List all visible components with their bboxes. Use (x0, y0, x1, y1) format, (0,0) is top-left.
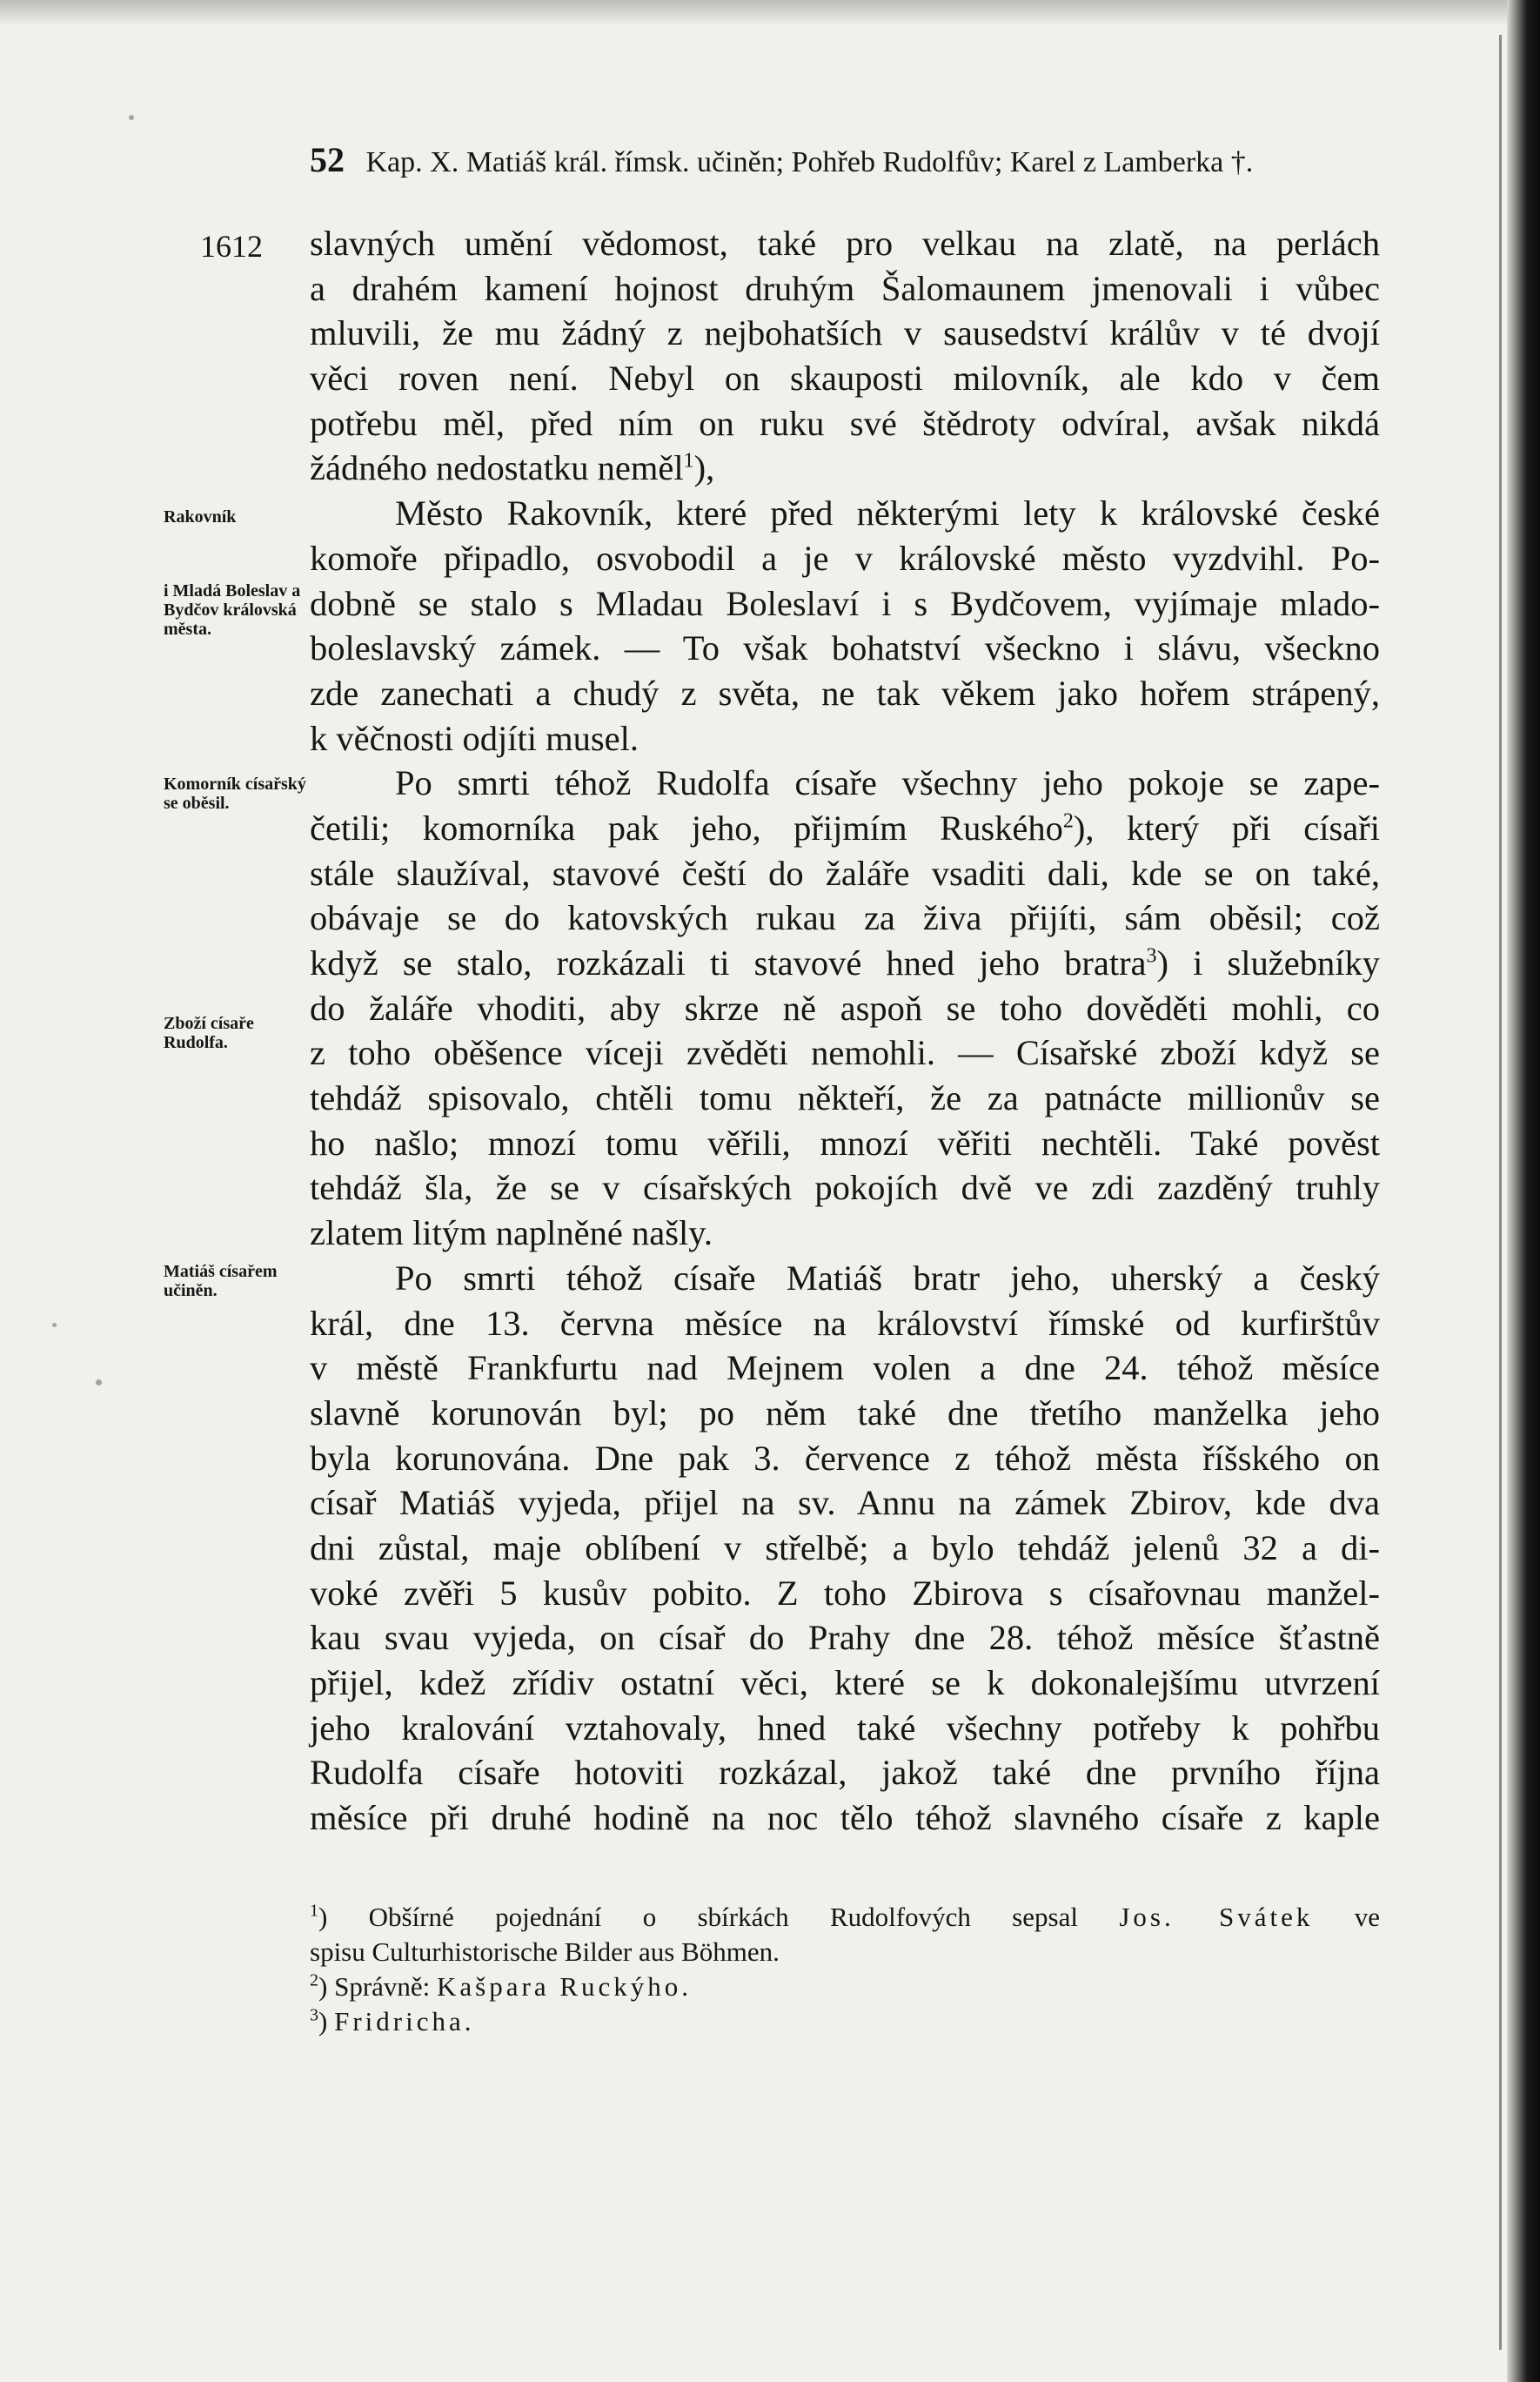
text-line: zde zanechati a chudý z světa, ne tak věkem jako hořem strápený, (310, 673, 1380, 713)
text-line (310, 446, 1380, 491)
footnote-text-end: ve (1354, 1902, 1381, 1932)
text-line: mluvili, že mu žádný z nejbohatších v sausedství králův v té dvojí (310, 313, 1380, 353)
text-line-content: když se stalo, rozkázali ti stavové hned jeho bratra (310, 943, 1147, 983)
text-line: dni zůstal, maje oblíbení v střelbě; a bylo tehdáž jelenů 32 a di- (310, 1527, 1380, 1567)
text-line: ho našlo; mnozí tomu věřili, mnozí věřiti nechtěli. Také pověst (310, 1123, 1380, 1163)
text-line: měsíce při druhé hodině na noc tělo téhož slavného císaře z kaple (310, 1798, 1380, 1838)
footnote-author: Fridricha. (334, 2006, 475, 2036)
text-line: Město Rakovník, které před některými lety k královské české (395, 493, 1380, 533)
text-line-tail: ) i služebníky (1156, 943, 1380, 983)
footnote-mark: 1 (310, 1901, 318, 1921)
text-line (310, 806, 1380, 851)
text-line-tail: ), (693, 448, 715, 488)
footnote-author: Kašpara Ruckýho. (437, 1971, 693, 2002)
text-line-tail: ), který při císaři (1073, 808, 1380, 848)
text-line: kau svau vyjeda, on císař do Prahy dne 28. téhož měsíce šťastně (310, 1618, 1380, 1658)
text-line: Po smrti téhož Rudolfa císaře všechny jeho pokoje se zape- (395, 763, 1380, 803)
text-line: slavných umění vědomost, také pro velkau na zlatě, na perlách (310, 224, 1380, 263)
body-text (310, 221, 1380, 1841)
text-line (310, 941, 1380, 986)
margin-note-zbozi: Zboží císaře Rudolfa. (164, 1014, 254, 1052)
text-line: zlatem litým naplněné našly. (310, 1213, 713, 1253)
text-line: Rudolfa císaře hotoviti rozkázal, jakož také dne prvního října (310, 1753, 1380, 1793)
footnote-ref: 2 (1062, 809, 1074, 833)
text-line: stále slaužíval, stavové čeští do žaláře vsaditi dali, kde se on také, (310, 853, 1380, 893)
footnote-ref: 3 (1146, 944, 1157, 968)
footnote-author: Jos. Svátek (1119, 1902, 1314, 1932)
margin-year: 1612 (200, 229, 263, 264)
text-line-content: četili; komorníka pak jeho, přijmím Ruského (310, 808, 1063, 848)
text-line: voké zvěři 5 kusův pobito. Z toho Zbirova s císařovnau manžel- (310, 1573, 1380, 1613)
text-line: v městě Frankfurtu nad Mejnem volen a dne 24. téhož měsíce (310, 1348, 1380, 1388)
margin-note-rakovnik: Rakovník (164, 507, 237, 527)
book-page-edge (1507, 0, 1540, 2382)
text-line: z toho oběšence víceji zvěděti nemohli. — Císařské zboží když se (310, 1033, 1380, 1073)
footnote-2: $^2$) Správně: Kašpara Ruckýho. (310, 1970, 693, 2002)
text-line: a drahém kamení hojnost druhým Šalomaunem jmenovali i vůbec (310, 268, 1380, 308)
footnote-1-continued: spisu Culturhistorische Bilder aus Böhmen. (310, 1936, 780, 1967)
text-line-content: žádného nedostatku neměl (310, 448, 684, 488)
text-line: boleslavský zámek. — To však bohatství všeckno i slávu, všeckno (310, 628, 1380, 668)
running-title: Kap. X. Matiáš král. římsk. učiněn; Pohřeb Rudolfův; Karel z Lamberka †. (365, 146, 1254, 178)
margin-note-matias: Matiáš císařem učiněn. (164, 1262, 278, 1300)
text-line: přijel, kdež zřídiv ostatní věci, které se k dokonalejšímu utvrzení (310, 1663, 1380, 1702)
text-line: do žaláře vhoditi, aby skrze ně aspoň se toho dověděti mohli, co (310, 988, 1380, 1028)
paper-blemish (129, 115, 134, 120)
page-number: 52 (310, 140, 345, 179)
footnote-text: Obšírné pojednání o sbírkách Rudolfových sepsal (368, 1902, 1078, 1932)
text-line: Po smrti téhož císaře Matiáš bratr jeho, uherský a český (395, 1258, 1380, 1298)
footnote-3: $^3$) Fridricha. (310, 2005, 475, 2036)
text-line: komoře připadlo, osvobodil a je v královské město vyzdvihl. Po- (310, 538, 1380, 578)
text-line: k věčnosti odjíti musel. (310, 718, 639, 758)
margin-note-komornik: Komorník císařský se oběsil. (164, 775, 306, 813)
footnote-mark: 2 (310, 1970, 318, 1990)
text-line: obávaje se do katovských rukau za živa přijíti, sám oběsil; což (310, 898, 1380, 938)
text-line: tehdáž šla, že se v císařských pokojích dvě ve zdi zazděný truhly (310, 1168, 1380, 1208)
footnotes (310, 1900, 1380, 2039)
page-binding-line (1499, 35, 1502, 2350)
text-line: král, dne 13. června měsíce na království římské od kurfirštův (310, 1303, 1380, 1343)
text-line: věci roven není. Nebyl on skauposti milovník, ale kdo v čem (310, 359, 1380, 399)
footnote-mark: 3 (310, 2005, 318, 2025)
paper-blemish (52, 1323, 57, 1327)
footnote-ref: 1 (683, 449, 694, 473)
text-line: tehdáž spisovalo, chtěli tomu někteří, že za patnácte millionův se (310, 1078, 1380, 1118)
text-line: slavně korunován byl; po něm také dne třetího manželka jeho (310, 1392, 1380, 1433)
text-line: potřebu měl, před ním on ruku své štědroty odvíral, avšak nikdá (310, 403, 1380, 443)
margin-note-mlada-boleslav: i Mladá Boleslav a Bydčov královská města. (164, 581, 301, 639)
running-header (310, 139, 1406, 180)
page-top-shadow (0, 0, 1540, 26)
text-line: dobně se stalo s Mladau Boleslaví i s Bydčovem, vyjímaje mlado- (310, 583, 1380, 623)
footnote-text: Správně: (334, 1971, 431, 2002)
footnote-1: $^1$) Obšírné pojednání o sbírkách Rudolfových sepsal Jos. Svátek ve (310, 1901, 1381, 1932)
text-line: byla korunována. Dne pak 3. července z téhož města říšského on (310, 1438, 1380, 1478)
text-line: císař Matiáš vyjeda, přijel na sv. Annu na zámek Zbirov, kde dva (310, 1483, 1380, 1523)
paper-blemish (96, 1379, 102, 1386)
text-line: jeho kralování vztahovaly, hned také všechny potřeby k pohřbu (310, 1708, 1380, 1748)
